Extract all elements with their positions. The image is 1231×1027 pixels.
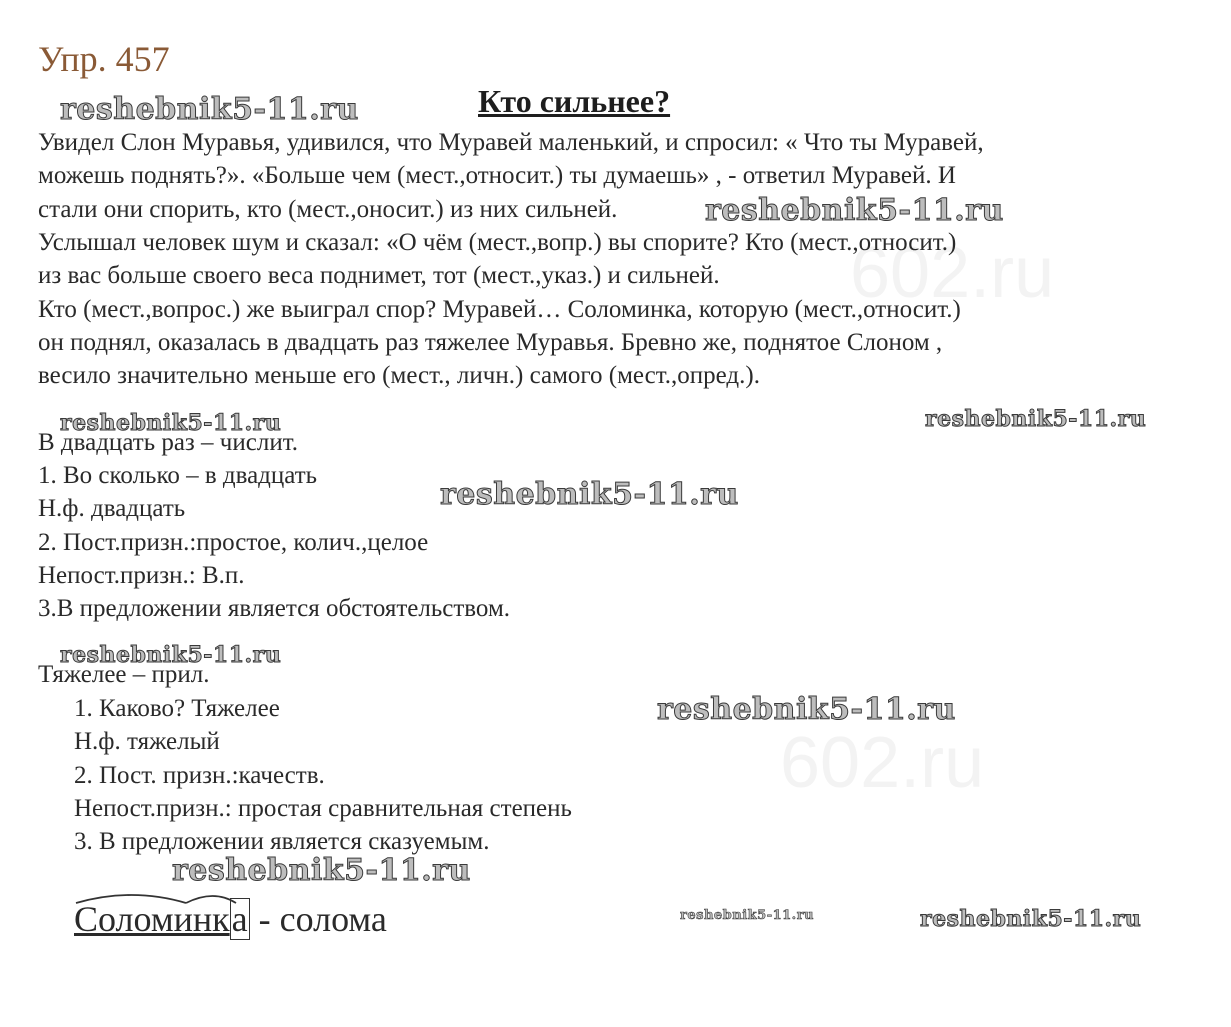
watermark: reshebnik5-11.ru <box>172 853 471 888</box>
analysis-line: 3. В предложении является сказуемым. <box>74 828 490 855</box>
word-composition <box>74 898 387 940</box>
analysis-line: 3.В предложении является обстоятельством. <box>38 595 511 622</box>
background-ghost-mark: 602.ru <box>780 723 985 803</box>
text-line: Увидел Слон Муравья, удивился, что Муравей маленький, и спросил: « Что ты Муравей, <box>38 129 984 156</box>
text-line: можешь поднять?». «Больше чем (мест.,относит.) ты думаешь» , - ответил Муравей. И <box>38 162 956 189</box>
watermark: reshebnik5-11.ru <box>705 193 1004 228</box>
analysis-line: В двадцать раз – числит. <box>38 429 299 456</box>
text-line: из вас больше своего веса поднимет, тот (мест.,указ.) и сильней. <box>38 262 720 289</box>
analysis-line: 1. Каково? Тяжелее <box>74 695 280 722</box>
word-related: - солома <box>249 899 387 939</box>
text-line: Услышал человек шум и сказал: «О чём (мест.,вопр.) вы спорите? Кто (мест.,относит.) <box>38 229 957 256</box>
analysis-line: 2. Пост.призн.:простое, колич.,целое <box>38 529 429 556</box>
word-stem: Соломинк <box>74 899 230 939</box>
text-line: стали они спорить, кто (мест.,оносит.) из них сильней. <box>38 196 618 223</box>
text-line: Кто (мест.,вопрос.) же выиграл спор? Муравей… Соломинка, которую (мест.,относит.) <box>38 296 961 323</box>
background-ghost-mark: 602.ru <box>850 233 1055 313</box>
word-ending-box: а <box>231 899 248 939</box>
text-line: он поднял, оказалась в двадцать раз тяжелее Муравья. Бревно же, поднятое Слоном , <box>38 329 943 356</box>
analysis-line: Непост.призн.: В.п. <box>38 562 245 589</box>
analysis-heading: Тяжелее – прил. <box>38 661 210 688</box>
text-line: весило значительно меньше его (мест., личн.) самого (мест.,опред.). <box>38 362 760 389</box>
watermark: reshebnik5-11.ru <box>680 908 815 923</box>
watermark: reshebnik5-11.ru <box>925 406 1147 432</box>
text-title: Кто сильнее? <box>478 83 671 119</box>
analysis-line: Непост.призн.: простая сравнительная степень <box>74 795 572 822</box>
analysis-line: 2. Пост. призн.:качеств. <box>74 762 325 789</box>
watermark: reshebnik5-11.ru <box>60 410 282 436</box>
watermark: reshebnik5-11.ru <box>60 642 282 668</box>
analysis-line: Н.ф. двадцать <box>38 495 186 522</box>
analysis-line: Н.ф. тяжелый <box>74 728 220 755</box>
watermark: reshebnik5-11.ru <box>657 692 956 727</box>
watermark: reshebnik5-11.ru <box>60 92 359 127</box>
analysis-line: 1. Во сколько – в двадцать <box>38 462 318 489</box>
exercise-number: Упр. 457 <box>38 39 170 79</box>
watermark: reshebnik5-11.ru <box>920 906 1142 932</box>
watermark: reshebnik5-11.ru <box>440 477 739 512</box>
